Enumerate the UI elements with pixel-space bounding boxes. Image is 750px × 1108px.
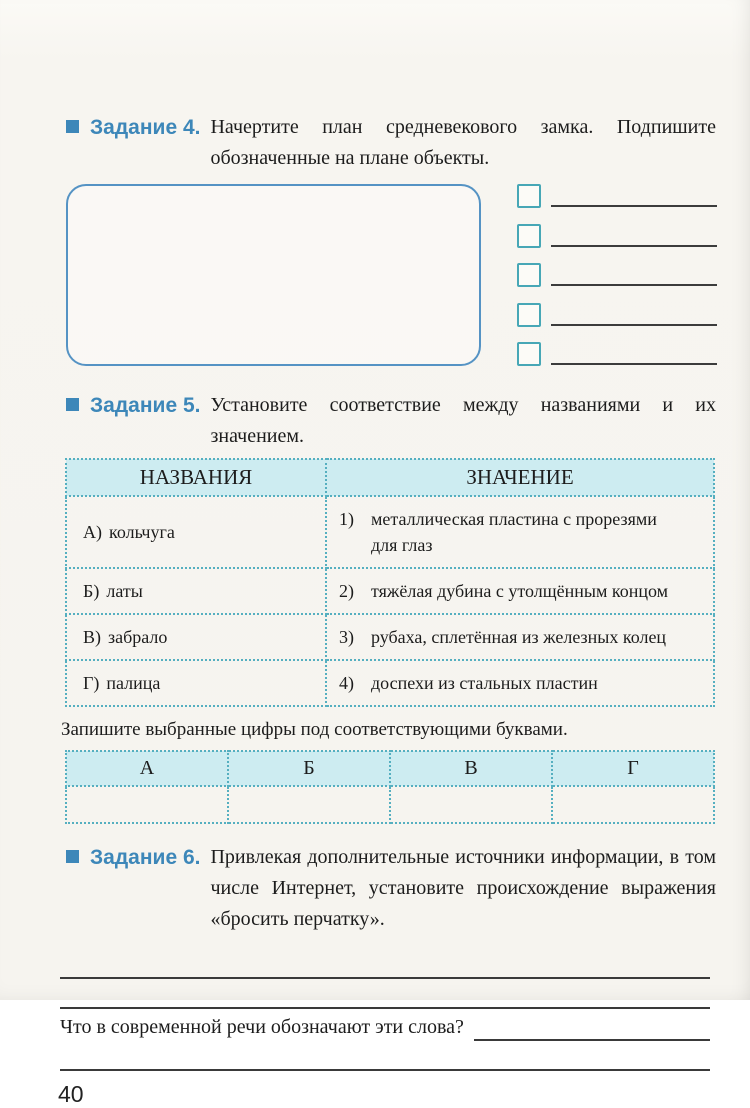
answer-cell-b[interactable] xyxy=(228,786,390,823)
definition-number: 4) xyxy=(339,673,354,693)
answer-col-g: Г xyxy=(552,751,714,786)
legend-answer-line[interactable] xyxy=(551,205,717,207)
definition-text: доспехи из стальных пластин xyxy=(371,673,598,693)
definition-text: тяжёлая дубина с утолщённым концом xyxy=(371,581,669,601)
legend-checkbox[interactable] xyxy=(517,224,541,248)
task-bullet-icon xyxy=(66,120,79,133)
term-word: кольчуга xyxy=(109,521,175,542)
answer-col-a: А xyxy=(66,751,228,786)
column-header-names: НАЗВАНИЯ xyxy=(66,459,326,496)
task-bullet-icon xyxy=(66,398,79,411)
task5-text: Установите соответствие между названиями и их значением. xyxy=(210,394,716,447)
legend-slot xyxy=(517,224,717,248)
task6-question-row xyxy=(60,1013,710,1041)
task5-label: Задание 5. xyxy=(90,394,201,417)
task4-content xyxy=(66,184,750,366)
legend-slot xyxy=(517,263,717,287)
column-header-meaning: ЗНАЧЕНИЕ xyxy=(326,459,714,496)
term-cell xyxy=(66,614,326,660)
definition-text: металлическая пластина с прорезями для глаз xyxy=(371,509,657,555)
term-letter: В) xyxy=(83,626,101,647)
answer-line[interactable] xyxy=(60,1041,710,1071)
matching-table xyxy=(65,458,715,707)
table-row xyxy=(66,496,714,568)
term-letter: Г) xyxy=(83,672,100,693)
answer-col-v: В xyxy=(390,751,552,786)
answer-line[interactable] xyxy=(60,949,710,979)
legend-checkbox[interactable] xyxy=(517,303,541,327)
legend-checkbox[interactable] xyxy=(517,184,541,208)
definition-cell xyxy=(326,568,714,614)
task6-label: Задание 6. xyxy=(90,846,201,869)
task4-text: Начертите план средневекового замка. Подпишите обозначенные на плане объекты. xyxy=(210,116,716,169)
term-cell xyxy=(66,568,326,614)
legend-slot xyxy=(517,342,717,366)
legend-answer-line[interactable] xyxy=(551,324,717,326)
definition-number: 1) xyxy=(339,509,354,529)
term-cell xyxy=(66,496,326,568)
term-letter: Б) xyxy=(83,580,100,601)
castle-plan-drawing-area[interactable] xyxy=(66,184,481,366)
legend-slot xyxy=(517,184,717,208)
definition-text: рубаха, сплетённая из железных колец xyxy=(371,627,667,647)
answer-cell-g[interactable] xyxy=(552,786,714,823)
legend-answer-line[interactable] xyxy=(551,245,717,247)
table-row xyxy=(66,660,714,706)
plan-legend-slots xyxy=(517,184,717,366)
task6-header xyxy=(66,842,716,935)
answer-grid-value-row xyxy=(66,786,714,823)
answer-grid xyxy=(65,750,715,824)
matching-table-header-row xyxy=(66,459,714,496)
task5-header xyxy=(66,390,716,452)
definition-cell xyxy=(326,660,714,706)
task6-question: Что в современной речи обозначают эти слова? xyxy=(60,1016,464,1038)
table-row xyxy=(66,614,714,660)
legend-answer-line[interactable] xyxy=(551,363,717,365)
answer-col-b: Б xyxy=(228,751,390,786)
term-word: латы xyxy=(106,580,143,601)
task-bullet-icon xyxy=(66,850,79,863)
task5-instruction: Запишите выбранные цифры под соответствующими буквами. xyxy=(61,719,568,740)
term-letter: А) xyxy=(83,521,102,542)
answer-line[interactable] xyxy=(60,979,710,1009)
answer-cell-a[interactable] xyxy=(66,786,228,823)
definition-number: 2) xyxy=(339,581,354,601)
task6-text: Привлекая дополнительные источники информации, в том числе Интернет, установите происхождение выражения «бросить перчатку». xyxy=(210,846,716,930)
definition-cell xyxy=(326,614,714,660)
legend-answer-line[interactable] xyxy=(551,284,717,286)
answer-cell-v[interactable] xyxy=(390,786,552,823)
term-word: забрало xyxy=(108,626,168,647)
task6-write-area xyxy=(60,949,710,1071)
page-number: 40 xyxy=(58,1081,84,1107)
term-cell xyxy=(66,660,326,706)
legend-checkbox[interactable] xyxy=(517,342,541,366)
task4-label: Задание 4. xyxy=(90,116,201,139)
answer-line[interactable] xyxy=(474,1013,710,1041)
table-row xyxy=(66,568,714,614)
answer-grid-header-row xyxy=(66,751,714,786)
legend-checkbox[interactable] xyxy=(517,263,541,287)
task4-header xyxy=(66,0,716,174)
definition-cell xyxy=(326,496,714,568)
definition-number: 3) xyxy=(339,627,354,647)
term-word: палица xyxy=(106,672,161,693)
legend-slot xyxy=(517,303,717,327)
